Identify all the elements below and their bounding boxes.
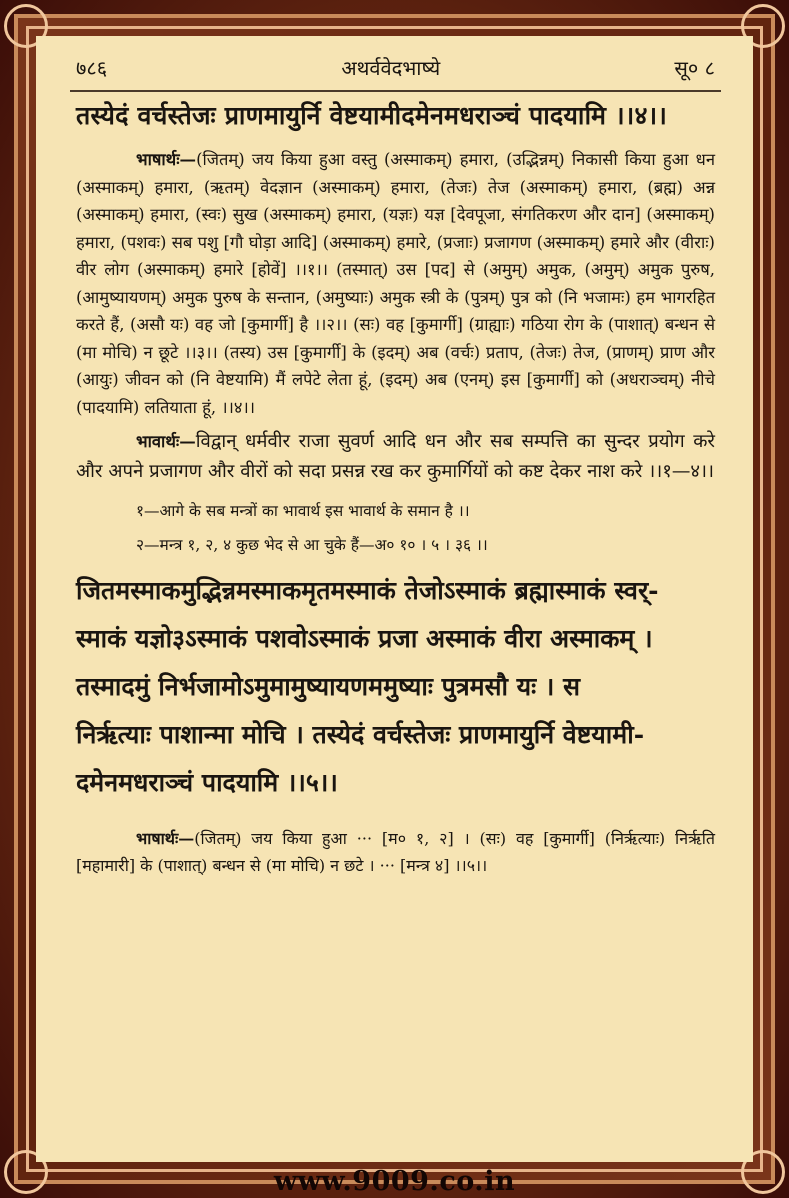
footnote: १—आगे के सब मन्त्रों का भावार्थ इस भावार्थ के समान है ।। [136, 502, 470, 520]
mantra-5 [76, 567, 715, 807]
page-number: ७८६ [76, 56, 108, 80]
mantra-line: तस्मादमुं निर्भजामोऽमुमामुष्यायणममुष्याः पुत्रमसौ यः । स [76, 672, 580, 701]
bhavartha-label: भावार्थः— [136, 432, 196, 451]
mantra-line: स्माकं यज्ञो३ऽस्माकं पशवोऽस्माकं प्रजा अस्माकं वीरा अस्माकम् । [76, 624, 653, 653]
bhashya-text: (जितम्) जय किया हुआ ··· [म० १, २] । (सः) वह [कुमार्गी] (निर्ऋत्याः) निर्ऋति [महामारी] के (पाशात्) बन्धन से (मा मोचि) न छटे । ··· [मन्त्र ४] ।।५।। [76, 829, 715, 875]
bhashya-paragraph-1 [76, 146, 715, 421]
bhashya-paragraph-2 [76, 825, 715, 879]
header-rule [70, 90, 721, 92]
footnote: २—मन्त्र १, २, ४ कुछ भेद से आ चुके हैं—अ० १० । ५ । ३६ ।। [136, 536, 488, 554]
page-header [76, 54, 715, 88]
bhashya-label: भाषार्थः— [136, 829, 195, 848]
mantra-line: जितमस्माकमुद्भिन्नमस्माकमृतमस्माकं तेजोऽस्माकं ब्रह्मास्माकं स्वर्- [76, 576, 659, 605]
page-title: अथर्ववेदभाष्ये [341, 56, 441, 80]
mantra-line: निर्ऋत्याः पाशान्मा मोचि । तस्येदं वर्चस्तेजः प्राणमायुर्नि वेष्टयामी- [76, 720, 645, 749]
bhashya-label: भाषार्थः— [136, 150, 197, 169]
footer-url: www.9009.co.in [273, 1166, 516, 1197]
bhavartha-paragraph [76, 427, 715, 487]
mantra-4: तस्येदं वर्चस्तेजः प्राणमायुर्नि वेष्टयामीदमेनमधराञ्चं पादयामि ।।४।। [76, 101, 667, 130]
mantra-line: दमेनमधराञ्चं पादयामि ।।५।। [76, 768, 338, 797]
sukta-number: सू० ८ [674, 56, 715, 80]
book-page [36, 36, 753, 1162]
bhashya-text: (जितम्) जय किया हुआ वस्तु (अस्माकम्) हमारा, (उद्भिन्नम्) निकासी किया हुआ धन (अस्माकम्) हमारा, (ऋतम्) वेदज्ञान (अस्माकम्) हमारा, (तेजः) तेज (अस्माकम्) हमारा, (ब्रह्म) अन्न (अस्माकम्) हमारा, (स्वः) सुख (अस्माकम्) हमारा, (यज्ञः) यज्ञ [देवपूजा, संगतिकरण और दान] (अस्माकम्) हमारा, (पशवः) सब पशु [गौ घोड़ा आदि] (अस्माकम्) हमारे, (प्रजाः) प्रजागण (अस्माकम्) हमारे और (वीराः) वीर लोग (अस्माकम्) हमारे [होवें] ।।१।। (तस्मात्) उस [पद] से (अमुम्) अमुक, (अमुम्) अमुक पुरुष, (आमुष्यायणम्) अमुक पुरुष के सन्तान, (अमुष्याः) अमुक स्त्री के (पुत्रम्) पुत्र को (नि भजामः) हम भागरहित करते हैं, (असौ यः) वह जो [कुमार्गी] है ।।२।। (सः) वह [कुमार्गी] (ग्राह्याः) गठिया रोग के (पाशात्) बन्धन से (मा मोचि) न छूटे ।।३।। (तस्य) उस [कुमार्गी] के (इदम्) अब (वर्चः) प्रताप, (तेजः) तेज, (प्राणम्) प्राण और (आयुः) जीवन को (नि वेष्टयामि) मैं लपेटे लेता हूं, (इदम्) अब (एनम्) इस [कुमार्गी] को (अधराञ्चम्) नीचे (पादयामि) लतियाता हूं, ।।४।। [76, 150, 715, 417]
bhavartha-text: विद्वान् धर्मवीर राजा सुवर्ण आदि धन और सब सम्पत्ति का सुन्दर प्रयोग करे और अपने प्रजागण और वीरों को सदा प्रसन्न रख कर कुमार्गियों को कष्ट देकर नाश करे ।।१—४।। [76, 431, 715, 482]
